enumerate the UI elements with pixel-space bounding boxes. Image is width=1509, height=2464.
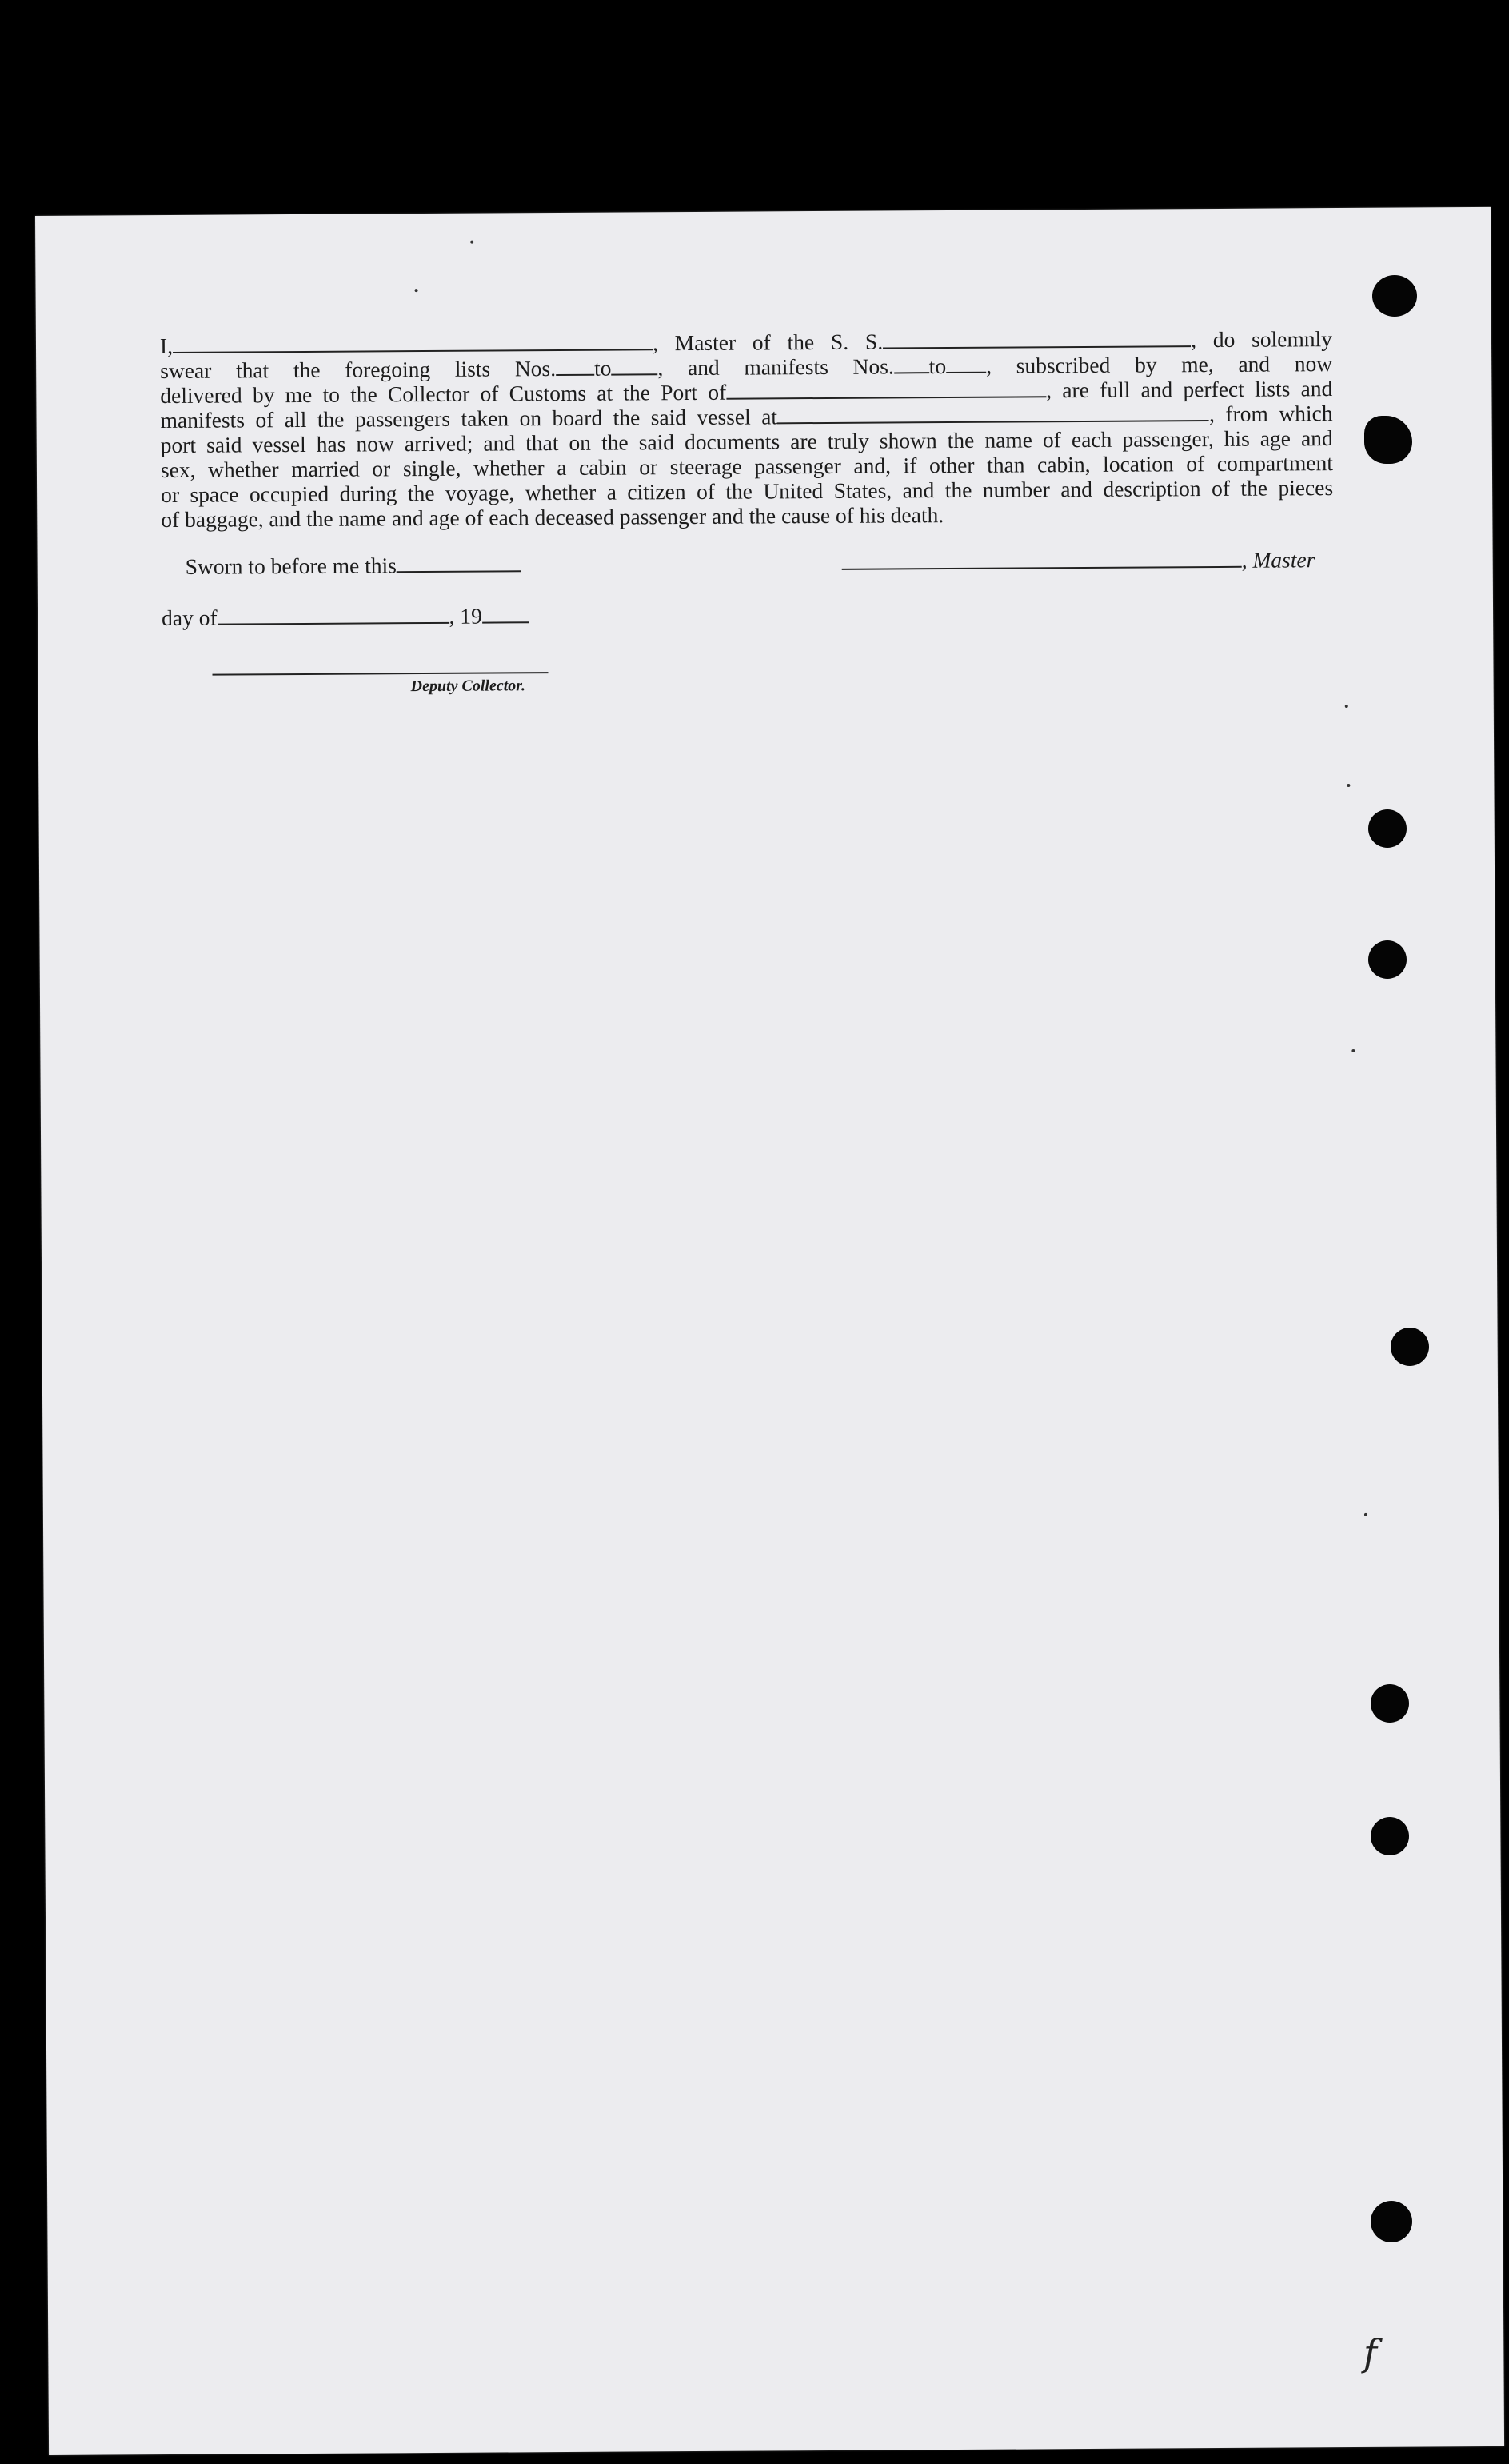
master-oath-paragraph — [160, 326, 1333, 532]
binder-hole — [1371, 1684, 1409, 1723]
deputy-collector-label: Deputy Collector. — [410, 677, 525, 696]
binder-hole — [1368, 809, 1407, 848]
manifests-label: manifests of all the passengers taken on board the said vessel at — [160, 404, 778, 433]
year-label: , 19 — [449, 603, 482, 629]
sworn-before-me — [186, 552, 521, 580]
paper-speck — [1347, 784, 1350, 787]
sworn-day-blank[interactable] — [397, 553, 521, 573]
binder-hole — [1391, 1328, 1429, 1366]
binder-hole — [1371, 2201, 1412, 2242]
month-blank[interactable] — [217, 605, 449, 625]
port-blank[interactable] — [726, 378, 1046, 399]
binder-hole — [1371, 1817, 1409, 1855]
binder-hole — [1372, 275, 1417, 317]
subscribed-label: , subscribed by me, and now — [986, 351, 1333, 378]
manifest-back-page — [35, 207, 1504, 2455]
swear-label: swear that the foregoing lists Nos. — [160, 356, 557, 384]
lists-from-blank[interactable] — [556, 357, 594, 376]
to-label-1: to — [593, 355, 612, 381]
year-blank[interactable] — [482, 604, 529, 623]
master-name-blank[interactable] — [173, 331, 653, 353]
master-signature-line — [842, 547, 1315, 576]
oath-line-8: of baggage, and the name and age of each deceased passenger and the cause of his death. — [161, 502, 944, 533]
paper-speck — [1351, 1049, 1355, 1052]
master-label: , Master — [1241, 547, 1315, 573]
do-solemnly-label: , do solemnly — [1191, 326, 1333, 353]
deputy-collector-signature-rule[interactable] — [213, 672, 549, 676]
delivered-label: delivered by me to the Collector of Customs at the Port of — [160, 379, 727, 409]
sworn-label: Sworn to before me this — [185, 553, 397, 579]
handwritten-margin-mark: f — [1363, 2331, 1378, 2374]
oath-line-6: sex, whether married or single, whether a cabin or steerage passenger and, if other than cabin, location of compartment — [160, 450, 1334, 483]
oath-i: I, — [159, 333, 174, 359]
oath-line-5: port said vessel has now arrived; and that on the said documents are truly shown the name of each passenger, his age and — [160, 425, 1333, 458]
oath-line-7: or space occupied during the voyage, whether a citizen of the United States, and the number and description of the pieces — [161, 475, 1334, 508]
and-manifests-label: , and manifests Nos. — [657, 353, 894, 381]
manifests-from-blank[interactable] — [894, 354, 929, 373]
day-of-label: day of — [161, 605, 218, 631]
departure-port-blank[interactable] — [777, 402, 1209, 424]
paper-speck — [1345, 705, 1348, 708]
paper-speck — [470, 241, 473, 244]
master-signature-blank[interactable] — [842, 549, 1242, 570]
from-which-label: , from which — [1208, 401, 1333, 427]
lists-to-blank[interactable] — [611, 356, 657, 375]
ship-name-blank[interactable] — [883, 328, 1191, 349]
master-of-label: , Master of the S. S. — [652, 329, 884, 356]
manifests-to-blank[interactable] — [946, 354, 986, 373]
binder-hole — [1368, 940, 1407, 979]
paper-speck — [415, 289, 418, 292]
day-of-line — [162, 603, 529, 631]
paper-speck — [1364, 1513, 1367, 1516]
are-full-label: , are full and perfect lists and — [1046, 376, 1333, 403]
to-label-2: to — [928, 353, 947, 379]
